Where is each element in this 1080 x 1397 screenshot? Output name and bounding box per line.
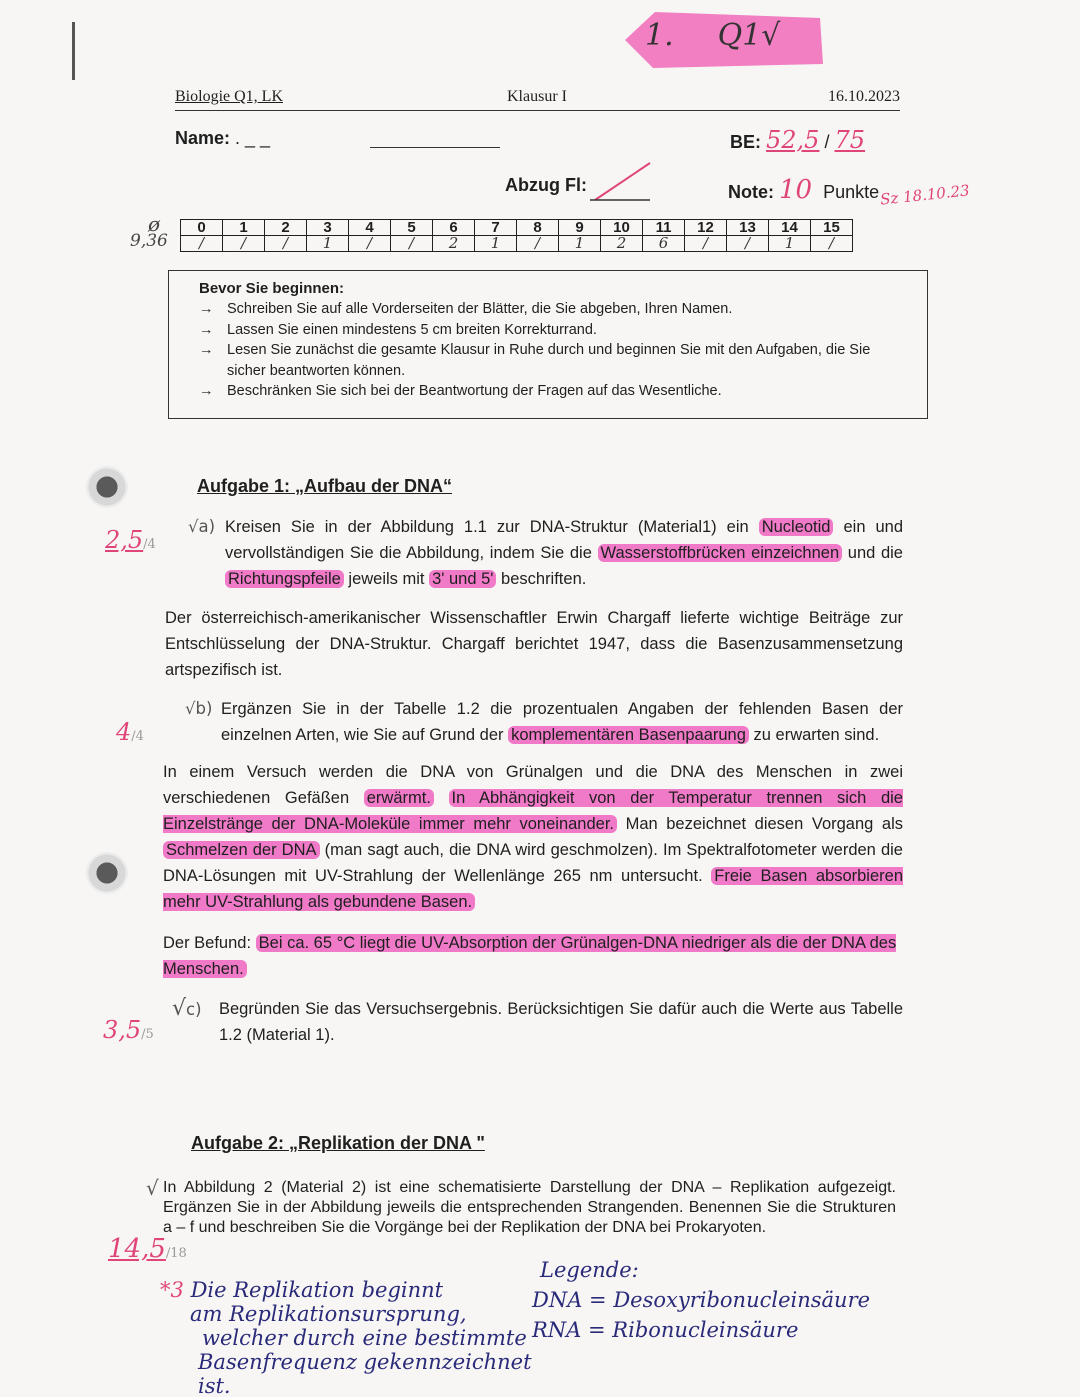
score-col: 2 (265, 220, 307, 236)
task1a: √a) Kreisen Sie in der Abbildung 1.1 zur DNA-Struktur (Material1) ein Nucleotid ein und vervollständigen Sie die Abbildung, indem Sie die Wasserstoffbrücken einzeichnen und die Richtungspfeile jeweils mit 3' und 5' beschriften. (188, 514, 903, 592)
score-col: 7 (475, 220, 517, 236)
score-col: 10 (601, 220, 643, 236)
grade-signature: Sz 18.10.23 (879, 181, 971, 209)
score-count: 2 (433, 236, 475, 252)
answer-line: am Replikationsursprung, (190, 1302, 467, 1326)
score-count: 1 (559, 236, 601, 252)
highlight: Schmelzen der DNA (163, 841, 320, 859)
task1b-max: /4 (131, 729, 144, 744)
points-label: Punkte (823, 182, 880, 202)
pink-tag-text: 1. Q1√ (645, 18, 781, 53)
task1b: √b) Ergänzen Sie in der Tabelle 1.2 die prozentualen Angaben der fehlenden Basen der einzelnen Arten, wie Sie auf Grund der komplementären Basenpaarung zu erwarten sind. (185, 696, 903, 748)
highlight: Freie Basen absorbieren mehr UV-Strahlung als gebundene Basen. (163, 867, 904, 911)
score-count-row (181, 236, 853, 252)
task1c: √c) Begründen Sie das Versuchsergebnis. Berücksichtigen Sie dafür auch die Werte aus Tabelle 1.2 (Material 1). (172, 996, 903, 1048)
score-count: / (265, 236, 307, 252)
answer-line: *3 Die Replikation beginnt (160, 1278, 444, 1302)
answer-line: Basenfrequenz gekennzeichnet ist. (198, 1350, 532, 1397)
task1a-points: 2,5 (105, 526, 144, 554)
score-col: 14 (769, 220, 811, 236)
score-count: / (685, 236, 727, 252)
task1c-max: /5 (141, 1027, 154, 1042)
task2-max: /18 (165, 1246, 187, 1261)
name-label: Name: (175, 128, 231, 148)
score-col: 6 (433, 220, 475, 236)
check-icon: √c) (172, 996, 202, 1021)
task1a-max: /4 (143, 537, 156, 552)
name-value: . _ _ (230, 128, 271, 148)
pink-tag (605, 10, 830, 75)
task1b-points: 4 (116, 718, 132, 746)
score-count: / (811, 236, 853, 252)
be-max: 75 (834, 126, 866, 154)
deduction-label: Abzug Fl: (505, 175, 587, 195)
score-col: 5 (391, 220, 433, 236)
score-count: / (223, 236, 265, 252)
score-table (180, 219, 853, 252)
highlight: In Abhängigkeit von der Temperatur trennen sich die Einzelstränge der DNA-Moleküle immer mehr voneinander. (163, 789, 903, 833)
be-separator: / (824, 132, 835, 152)
deduction-strike (590, 158, 660, 208)
score-col: 13 (727, 220, 769, 236)
score-header-row (181, 220, 853, 236)
highlight: Bei ca. 65 °C liegt die UV-Absorption der Grünalgen-DNA niedriger als die der DNA des Menschen. (163, 934, 897, 978)
score-col: 1 (223, 220, 265, 236)
score-count: 2 (601, 236, 643, 252)
score-count: 1 (307, 236, 349, 252)
score-count: / (391, 236, 433, 252)
punch-hole (86, 852, 128, 894)
highlight: Wasserstoffbrücken einzeichnen (598, 544, 843, 562)
deduction-row (505, 175, 587, 196)
average-value: 9,36 (130, 231, 168, 251)
average-label (130, 212, 168, 251)
legend-item: DNA = Desoxyribonucleinsäure (532, 1288, 871, 1312)
top-left-mark (72, 22, 75, 80)
exam-label: Klausur I (507, 88, 567, 105)
task1-finding: Der Befund: Bei ca. 65 °C liegt die UV-Absorption der Grünalgen-DNA niedriger als die der DNA des Menschen. (163, 934, 897, 978)
instructions-title: Bevor Sie beginnen: (199, 280, 345, 297)
score-count: / (181, 236, 223, 252)
score-count: / (517, 236, 559, 252)
score-count: 1 (475, 236, 517, 252)
check-icon: √b) (185, 699, 213, 718)
grade-row (728, 175, 879, 205)
punch-hole (86, 466, 128, 508)
highlight: Richtungspfeile (225, 570, 344, 588)
header (175, 88, 900, 111)
handwritten-legend (532, 1255, 870, 1345)
score-col: 11 (643, 220, 685, 236)
task1-title: Aufgabe 1: „Aufbau der DNA“ (197, 476, 453, 496)
score-col: 3 (307, 220, 349, 236)
course-label: Biologie Q1, LK (175, 88, 283, 105)
score-count: 1 (769, 236, 811, 252)
check-icon: √a) (188, 517, 216, 536)
score-count: / (349, 236, 391, 252)
check-icon: √ (146, 1176, 159, 1200)
task1-experiment: In einem Versuch werden die DNA von Grünalgen und die DNA des Menschen in zwei verschiedenen Gefäßen erwärmt. In Abhängigkeit von der Temperatur trennen sich die Einzelstränge der DNA-Moleküle immer mehr voneinander. Man bezeichnet diesen Vorgang als Schmelzen der DNA (man sagt auch, die DNA wird geschmolzen). Im Spektralfotometer werden die DNA-Lösungen mit UV-Strahlung der Wellenlänge 265 nm untersucht. Freie Basen absorbieren mehr UV-Strahlung als gebundene Basen. (163, 763, 904, 911)
instruction-item: → Schreiben Sie auf alle Vorderseiten der Blätter, die Sie abgeben, Ihren Namen. (199, 301, 733, 317)
score-col: 12 (685, 220, 727, 236)
handwritten-answer (160, 1278, 560, 1397)
score-col: 15 (811, 220, 853, 236)
task2-text: √ In Abbildung 2 (Material 2) ist eine schematisierte Darstellung der DNA – Replikation aufgezeigt. Ergänzen Sie in der Abbildung jeweils die entsprechenden Strangenden. Benennen Sie die Strukturen a – f und beschreiben Sie die Vorgänge bei der Replikation der DNA bei Prokaryoten. (146, 1176, 896, 1236)
instructions-list (199, 299, 904, 402)
score-col: 8 (517, 220, 559, 236)
legend-title: Legende: (540, 1258, 639, 1282)
score-col: 9 (559, 220, 601, 236)
grade-value: 10 (779, 175, 813, 205)
highlight: 3' und 5' (429, 570, 496, 588)
instructions-box (168, 270, 928, 419)
highlight: komplementären Basenpaarung (508, 726, 749, 744)
highlight: Nucleotid (759, 518, 834, 536)
average-symbol: ø (148, 212, 161, 236)
be-row (730, 126, 865, 154)
legend-item: RNA = Ribonucleinsäure (532, 1318, 799, 1342)
exam-date: 16.10.2023 (828, 88, 900, 105)
task1-intro: Der österreichisch-amerikanischer Wissenschaftler Erwin Chargaff lieferte wichtige Beiträge zur Entschlüsselung der DNA-Struktur. Chargaff berichtet 1947, dass die Basenzusammensetzung artspezifisch ist. (165, 609, 903, 679)
instruction-item: → Lassen Sie einen mindestens 5 cm breiten Korrekturrand. (199, 321, 597, 338)
score-col: 0 (181, 220, 223, 236)
be-label: BE: (730, 132, 761, 152)
score-count: 6 (643, 236, 685, 252)
instruction-item: → Lesen Sie zunächst die gesamte Klausur in Ruhe durch und beginnen Sie mit den Aufgaben, die Sie sicher beantworten können. (199, 342, 871, 379)
name-line (370, 147, 500, 148)
be-score: 52,5 (766, 126, 820, 154)
task1c-score (103, 1016, 154, 1044)
name-row (175, 128, 270, 149)
task2-score (108, 1234, 187, 1264)
task1b-score (116, 718, 144, 746)
score-count: / (727, 236, 769, 252)
task2-title: Aufgabe 2: „Replikation der DNA " (191, 1133, 485, 1153)
task1c-points: 3,5 (103, 1016, 142, 1044)
task2-points: 14,5 (108, 1234, 166, 1264)
highlight: erwärmt. (364, 789, 434, 807)
answer-line: welcher durch eine bestimmte (202, 1326, 527, 1350)
instruction-item: → Beschränken Sie sich bei der Beantwortung der Fragen auf das Wesentliche. (199, 383, 722, 399)
score-col: 4 (349, 220, 391, 236)
task1a-score (105, 526, 156, 554)
grade-label: Note: (728, 182, 774, 202)
